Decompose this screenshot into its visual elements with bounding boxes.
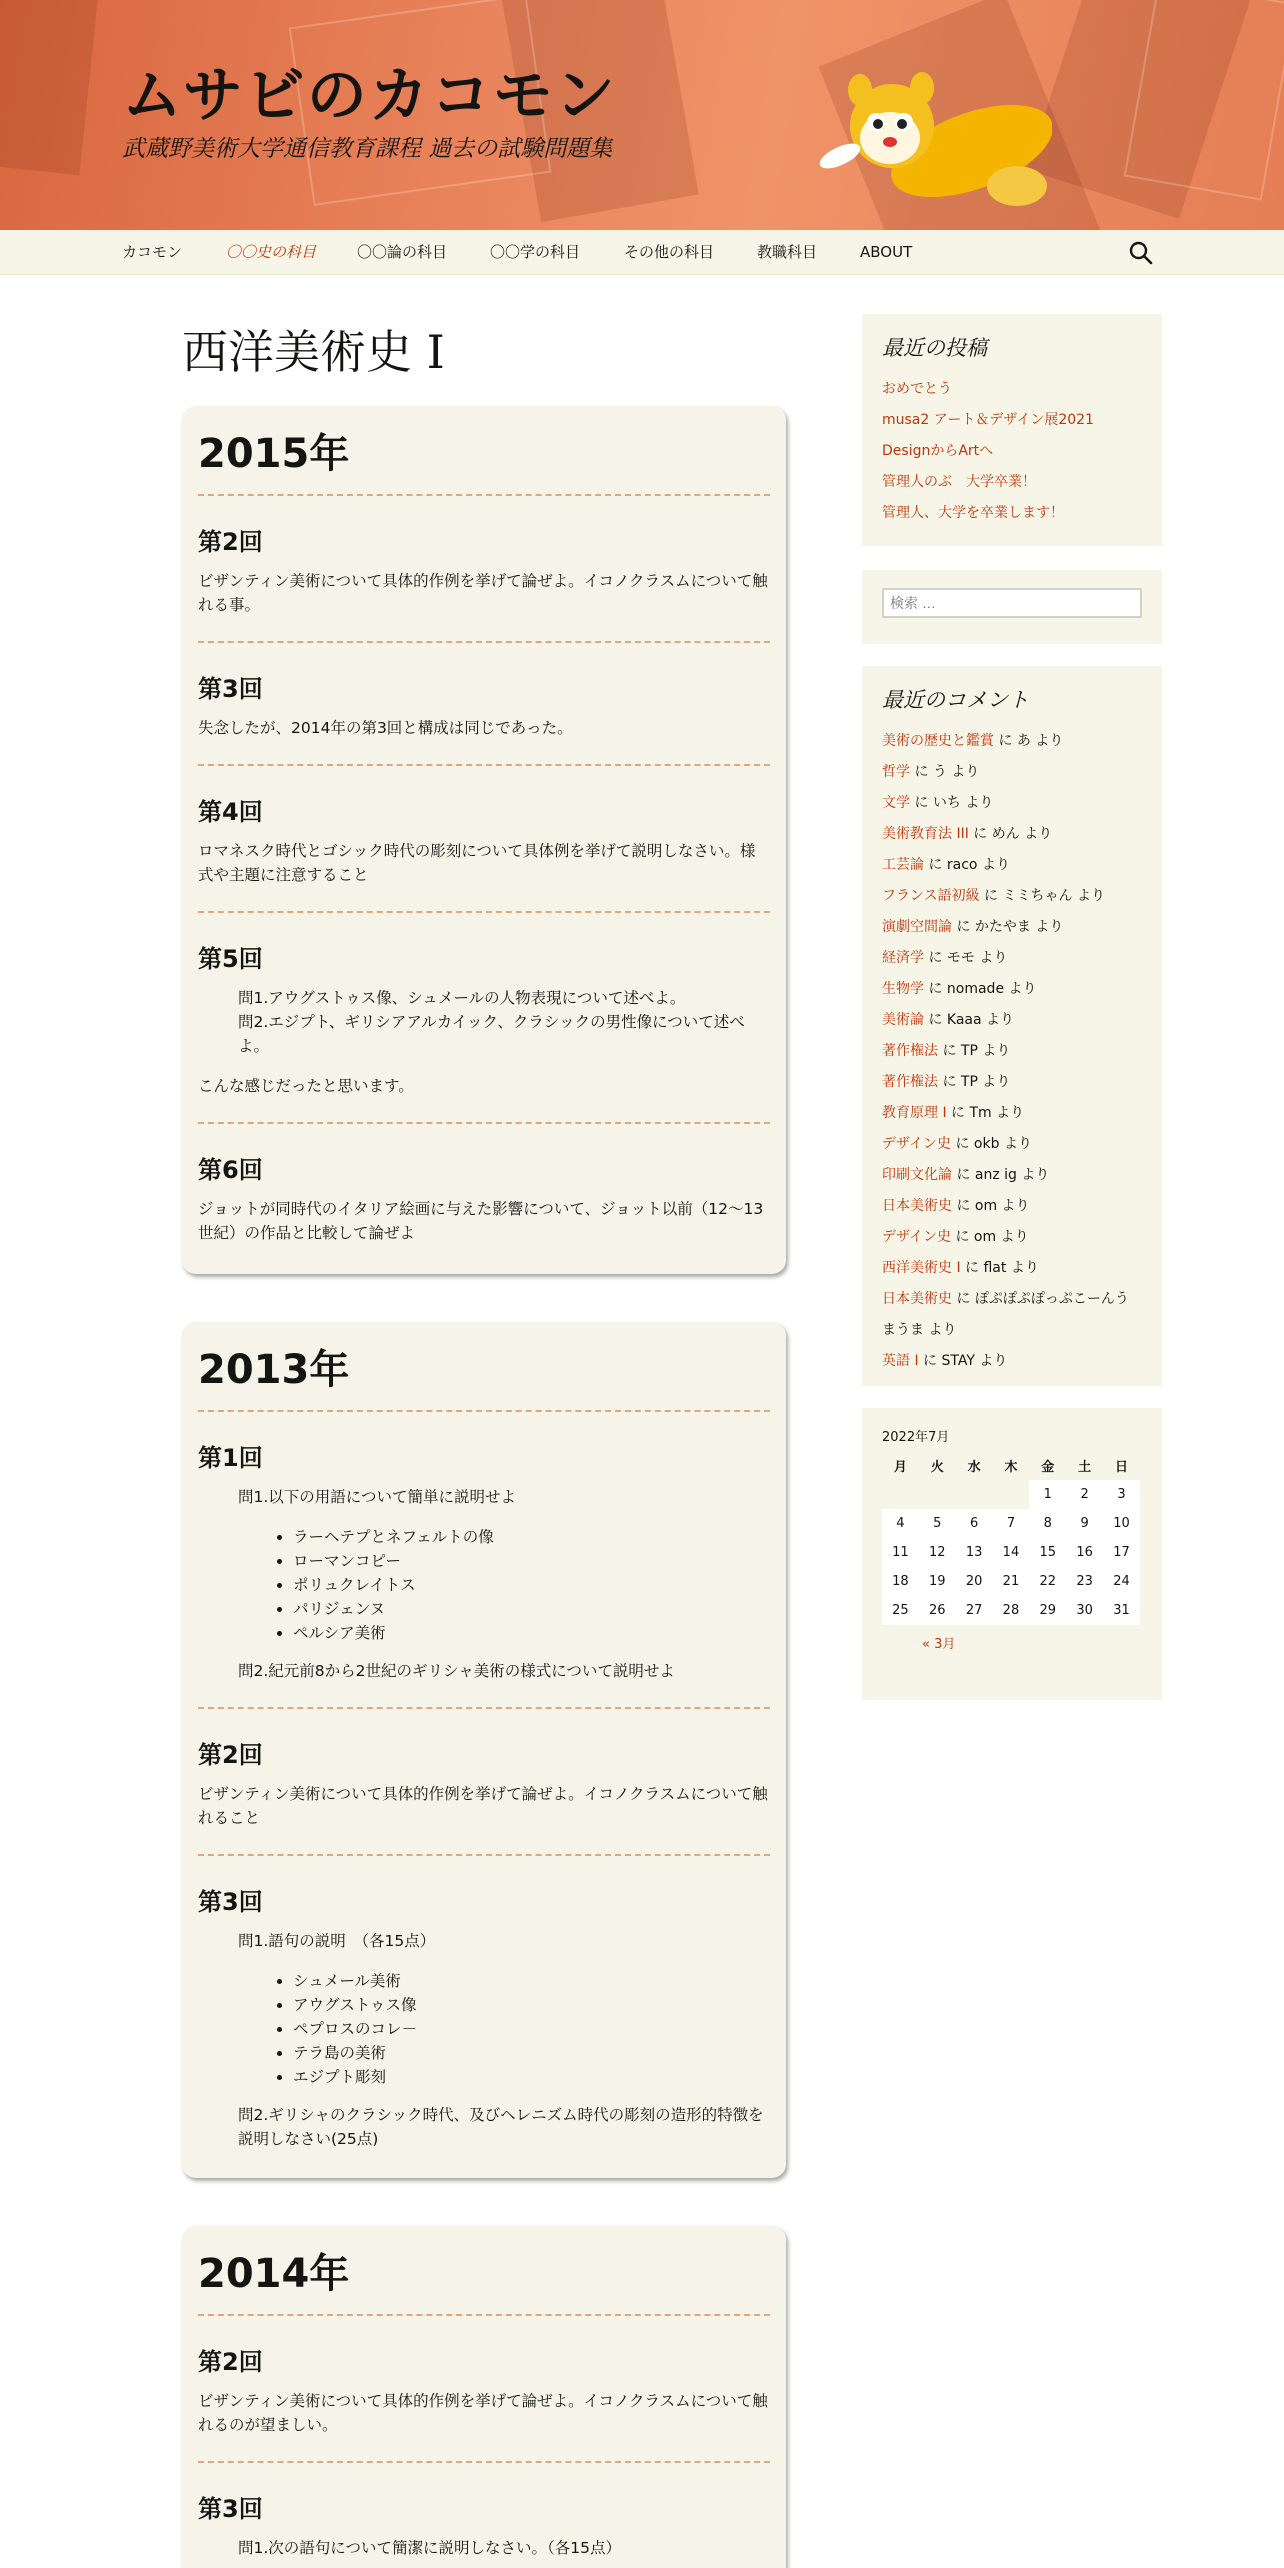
recent-post-link[interactable]: 管理人、大学を卒業します！ [882,505,1064,521]
list-item: • テラ島の美術 [293,2041,770,2065]
exam-session [198,1856,770,2175]
calendar-day: 25 [882,1596,919,1625]
list-item: • エジプト彫刻 [293,2065,770,2089]
search-input[interactable] [882,588,1142,618]
question-text: 問2.エジプト、ギリシアアルカイック、クラシックの男性像について述べよ。 [238,1013,745,1055]
comment-author: に う より [910,764,980,780]
comment-author: に flat より [960,1260,1039,1276]
recent-post-link[interactable]: おめでとう [882,381,952,397]
year-card-2014 [182,2226,786,2568]
calendar-day: 23 [1066,1567,1103,1596]
comment-post-link[interactable]: 経済学 [882,950,924,966]
calendar-day [993,1480,1030,1509]
exam-session [198,643,770,766]
calendar-prev-month-link[interactable]: « 3月 [922,1637,956,1652]
site-header [0,0,1284,230]
calendar-widget [862,1408,1162,1700]
calendar-day: 22 [1029,1567,1066,1596]
calendar-day: 4 [882,1509,919,1538]
widget-title: 最近の投稿 [882,336,987,360]
session-title: 第1回 [198,1444,263,1472]
list-item: • ローマンコピー [293,1549,770,1573]
recent-comment-item [882,1284,1142,1346]
search-icon[interactable] [1128,240,1154,266]
recent-comment-item [882,726,1142,757]
question-text: ジョットが同時代のイタリア絵画に与えた影響について、ジョット以前（12〜13世紀）の作品と比較して論ぜよ [198,1200,764,1242]
header-bg-book [0,0,100,175]
nav-item-theory-subjects[interactable]: 〇〇論の科目 [357,243,448,261]
note-text: こんな感じだったと思います。 [198,1077,414,1095]
exam-session [198,1412,770,1709]
search-widget [862,570,1162,644]
comment-author: に nomade より [924,981,1037,997]
calendar-day: 17 [1103,1538,1140,1567]
comment-author: に あ より [994,733,1064,749]
comment-author: に かたやま より [952,919,1064,935]
calendar-day [956,1480,993,1509]
recent-comment-item [882,757,1142,788]
calendar-day: 19 [919,1567,956,1596]
year-heading: 2015年 [198,406,770,496]
comment-post-link[interactable]: 印刷文化論 [882,1167,952,1183]
comment-post-link[interactable]: 美術教育法 III [882,826,969,842]
session-title: 第3回 [198,675,263,703]
comment-post-link[interactable]: 演劇空間論 [882,919,952,935]
calendar-weekday: 木 [1004,1460,1018,1475]
session-title: 第5回 [198,945,263,973]
nav-item-teaching-subjects[interactable]: 教職科目 [757,243,818,261]
comment-author: に ミミちゃん より [979,888,1105,904]
calendar-weekday: 月 [893,1460,907,1475]
list-item: • アウグストゥス像 [293,1993,770,2017]
site-title[interactable]: ムサビのカコモン [122,61,617,131]
calendar-weekday: 金 [1041,1460,1055,1475]
recent-posts-widget [862,314,1162,546]
page-title: 西洋美術史 I [182,325,445,379]
list-item: • ペプロスのコレ－ [293,2017,770,2041]
calendar-day: 10 [1103,1509,1140,1538]
question-text: 失念したが、2014年の第3回と構成は同じであった。 [198,719,573,737]
calendar-day: 8 [1029,1509,1066,1538]
recent-comment-item [882,943,1142,974]
comment-post-link[interactable]: 著作権法 [882,1043,938,1059]
recent-comment-item [882,788,1142,819]
nav-item-kakomon[interactable]: カコモン [122,243,183,261]
comment-post-link[interactable]: 文学 [882,795,910,811]
comment-post-link[interactable]: 教育原理 I [882,1105,947,1121]
calendar-table [882,1451,1140,1625]
recent-comment-item [882,1067,1142,1098]
comment-author: に okb より [951,1136,1032,1152]
calendar-day [919,1480,956,1509]
session-title: 第3回 [198,1888,263,1916]
session-title: 第6回 [198,1156,263,1184]
comment-author: に ぽぷぽぷぽっぷこーんうまうま より [882,1291,1129,1338]
session-title: 第2回 [198,528,263,556]
comment-author: に TP より [938,1043,1011,1059]
nav-item-other-subjects[interactable]: その他の科目 [624,243,715,261]
recent-comment-item [882,1222,1142,1253]
calendar-day: 13 [956,1538,993,1567]
calendar-day: 7 [993,1509,1030,1538]
question-text: 問2.紀元前8から2世紀のギリシャ美術の様式について説明せよ [238,1662,675,1680]
recent-comment-item [882,819,1142,850]
recent-comment-item [882,850,1142,881]
recent-post-link[interactable]: musa2 アート＆デザイン展2021 [882,412,1094,428]
main-navigation [0,230,1284,275]
recent-comments-widget [862,666,1162,1386]
comment-post-link[interactable]: 著作権法 [882,1074,938,1090]
recent-comment-item [882,881,1142,912]
nav-item-history-subjects[interactable]: 〇〇史の科目 [226,243,317,261]
nav-item-about[interactable]: ABOUT [860,243,913,261]
comment-post-link[interactable]: デザイン史 [882,1229,952,1245]
calendar-day: 20 [956,1567,993,1596]
comment-author: に TP より [938,1074,1011,1090]
calendar-weekday: 土 [1078,1460,1092,1475]
comment-author: に raco より [924,857,1010,873]
question-text: ビザンティン美術について具体的作例を挙げて論ぜよ。イコノクラスムについて触れる事。 [198,572,768,614]
recent-comment-item [882,974,1142,1005]
calendar-day: 6 [956,1509,993,1538]
comment-post-link[interactable]: デザイン史 [882,1136,952,1152]
calendar-day: 12 [919,1538,956,1567]
comment-author: に いち より [910,795,994,811]
recent-post-link[interactable]: DesignからArtへ [882,443,994,459]
exam-session [198,496,770,643]
calendar-day: 28 [993,1596,1030,1625]
exam-session [198,913,770,1124]
comment-post-link[interactable]: 美術の歴史と鑑賞 [882,733,994,749]
calendar-weekday: 火 [930,1460,944,1475]
question-text: 問1.以下の用語について簡単に説明せよ [238,1488,516,1506]
comment-post-link[interactable]: 美術論 [882,1012,924,1028]
comment-author: に めん より [968,826,1053,842]
calendar-day: 14 [993,1538,1030,1567]
session-title: 第3回 [198,2495,263,2523]
recent-comments-list [882,726,1142,1377]
comment-author: に om より [951,1229,1029,1245]
comment-post-link[interactable]: 生物学 [882,981,924,997]
session-title: 第2回 [198,1741,263,1769]
comment-post-link[interactable]: 西洋美術史 I [882,1260,961,1276]
term-list [198,1525,770,1645]
calendar-day: 16 [1066,1538,1103,1567]
comment-post-link[interactable]: 工芸論 [882,857,924,873]
recent-comment-item [882,912,1142,943]
calendar-day: 30 [1066,1596,1103,1625]
widget-title: 最近のコメント [882,688,1029,712]
comment-post-link[interactable]: 日本美術史 [882,1291,952,1307]
flying-squirrel-mascot-icon [812,56,1052,216]
recent-comment-item [882,1346,1142,1377]
comment-post-link[interactable]: 哲学 [882,764,910,780]
list-item: • パリジェンヌ [293,1597,770,1621]
calendar-day: 24 [1103,1567,1140,1596]
calendar-day: 3 [1103,1480,1140,1509]
question-text: 問1.次の語句について簡潔に説明しなさい。（各15点） [238,2539,621,2557]
comment-author: に STAY より [918,1353,1008,1369]
calendar-weekday: 日 [1115,1460,1129,1475]
question-text: ビザンティン美術について具体的作例を挙げて論ぜよ。イコノクラスムについて触れること [198,1785,768,1827]
calendar-day: 21 [993,1567,1030,1596]
recent-comment-item [882,1036,1142,1067]
calendar-day: 29 [1029,1596,1066,1625]
comment-author: に anz ig より [952,1167,1050,1183]
calendar-day: 2 [1066,1480,1103,1509]
calendar-day: 1 [1029,1480,1066,1509]
list-item: • シュメール美術 [293,1969,770,1993]
comment-author: に om より [952,1198,1030,1214]
comment-author: に Tm より [946,1105,1025,1121]
calendar-day: 27 [956,1596,993,1625]
question-text: 問2.ギリシャのクラシック時代、及びヘレニズム時代の彫刻の造形的特徴を説明しなさい(25点) [238,2106,764,2148]
comment-author: に モモ より [924,950,1008,966]
session-title: 第4回 [198,798,263,826]
question-text: 問1.語句の説明 （各15点） [238,1932,436,1950]
recent-comment-item [882,1098,1142,1129]
site-description: 武蔵野美術大学通信教育課程 過去の試験問題集 [122,136,613,162]
recent-comment-item [882,1191,1142,1222]
question-text: ロマネスク時代とゴシック時代の彫刻について具体例を挙げて説明しなさい。様式や主題に注意すること [198,842,756,884]
nav-item-study-subjects[interactable]: 〇〇学の科目 [490,243,581,261]
list-item: • ペルシア美術 [293,1621,770,1645]
calendar-day: 11 [882,1538,919,1567]
recent-comment-item [882,1160,1142,1191]
comment-post-link[interactable]: 日本美術史 [882,1198,952,1214]
year-heading: 2014年 [198,2226,770,2316]
exam-session [198,2463,770,2568]
year-card-2015 [182,406,786,1274]
calendar-day: 26 [919,1596,956,1625]
calendar-weekday: 水 [967,1460,981,1475]
recent-comment-item [882,1129,1142,1160]
question-text: 問1.アウグストゥス像、シュメールの人物表現について述べよ。 [238,989,686,1007]
calendar-day: 31 [1103,1596,1140,1625]
exam-session [198,2316,770,2463]
recent-post-link[interactable]: 管理人のぶ 大学卒業！ [882,474,1036,490]
term-list [198,1969,770,2089]
calendar-day: 5 [919,1509,956,1538]
list-item: • ラーヘテプとネフェルトの像 [293,1525,770,1549]
calendar-day: 18 [882,1567,919,1596]
list-item: • ポリュクレイトス [293,1573,770,1597]
recent-comment-item [882,1253,1142,1284]
calendar-caption: 2022年7月 [882,1430,950,1445]
year-card-2013 [182,1322,786,2178]
exam-session [198,1124,770,1269]
exam-session [198,766,770,913]
calendar-day: 15 [1029,1538,1066,1567]
exam-session [198,1709,770,1856]
year-heading: 2013年 [198,1322,770,1412]
comment-author: に Kaaa より [924,1012,1015,1028]
recent-comment-item [882,1005,1142,1036]
calendar-day [882,1480,919,1509]
comment-post-link[interactable]: 英語 I [882,1353,919,1369]
calendar-day: 9 [1066,1509,1103,1538]
question-text: ビザンティン美術について具体的作例を挙げて論ぜよ。イコノクラスムについて触れるのが望ましい。 [198,2392,768,2434]
session-title: 第2回 [198,2348,263,2376]
comment-post-link[interactable]: フランス語初級 [882,888,980,904]
